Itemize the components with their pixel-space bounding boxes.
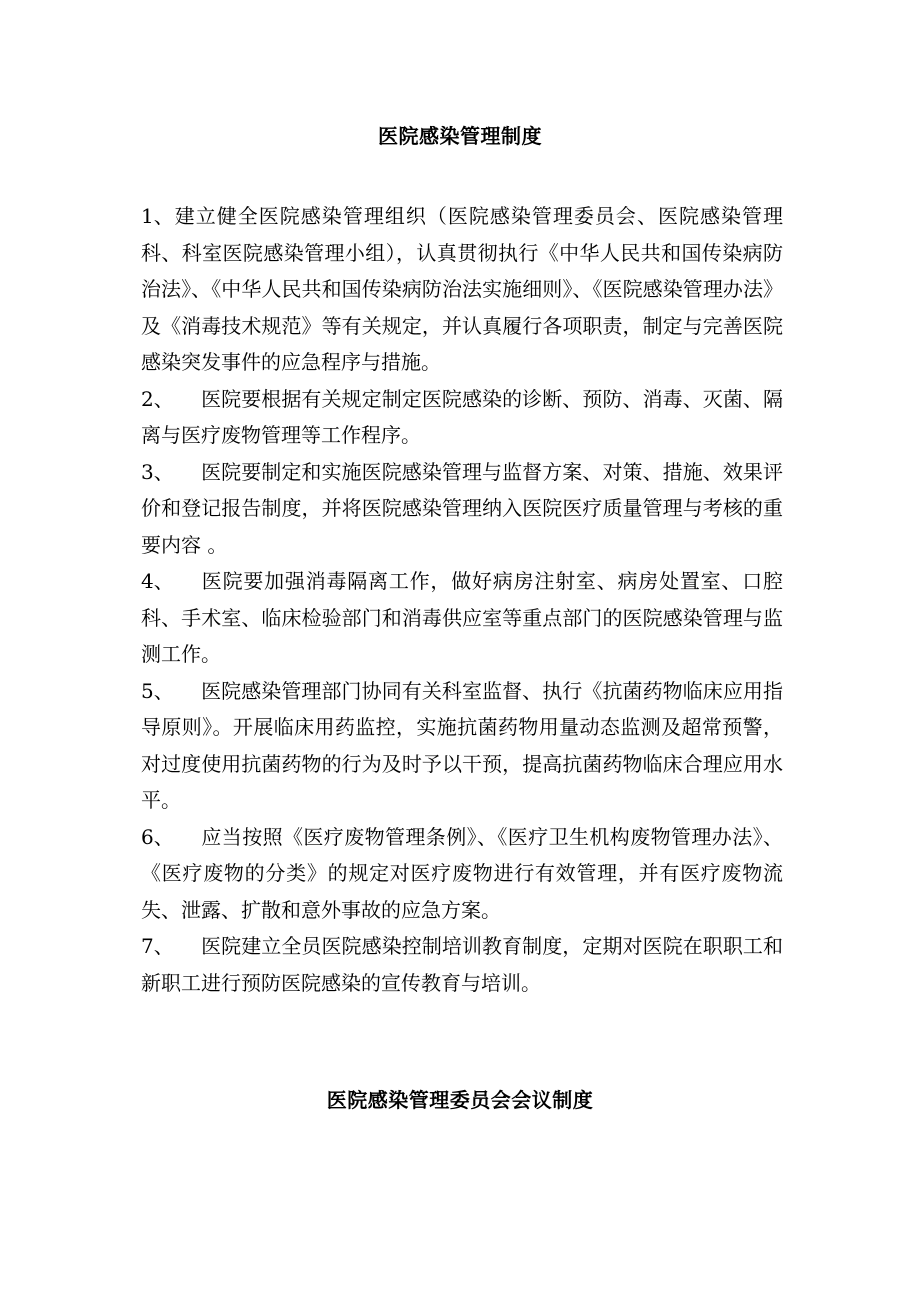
rule-item <box>141 198 783 381</box>
rule-text: 医院感染管理部门协同有关科室监督、执行《抗菌药物临床应用指导原则》。开展临床用药监控，实施抗菌药物用量动态监测及超常预警，对过度使用抗菌药物的行为及时予以干预，提高抗菌药物临床合理应用水平。 <box>141 678 783 812</box>
rule-item <box>141 454 783 564</box>
rule-item <box>141 563 783 673</box>
section-title: 医院感染管理委员会会议制度 <box>326 1088 594 1112</box>
rule-number: 7、 <box>141 934 174 958</box>
rule-item <box>141 928 783 1001</box>
rule-text: 医院要制定和实施医院感染管理与监督方案、对策、措施、效果评价和登记报告制度，并将医院感染管理纳入医院医疗质量管理与考核的重要内容 。 <box>141 459 783 557</box>
rule-number: 2、 <box>141 386 174 411</box>
rule-number: 5、 <box>141 678 174 703</box>
rule-text: 医院要加强消毒隔离工作，做好病房注射室、病房处置室、口腔科、手术室、临床检验部门和消毒供应室等重点部门的医院感染管理与监测工作。 <box>141 569 783 666</box>
rule-text: 建立健全医院感染管理组织（医院感染管理委员会、医院感染管理科、科室医院感染管理小组），认真贯彻执行《中华人民共和国传染病防治法》、《中华人民共和国传染病防治法实施细则》、《医院感染管理办法》及《消毒技术规范》等有关规定，并认真履行各项职责，制定与完善医院感染突发事件的应急程序与措施。 <box>141 204 783 374</box>
rule-number: 3、 <box>141 459 174 484</box>
rule-text: 应当按照《医疗废物管理条例》、《医疗卫生机构废物管理办法》、《医疗废物的分类》的规定对医疗废物进行有效管理，并有医疗废物流失、泄露、扩散和意外事故的应急方案。 <box>141 824 783 922</box>
rule-number: 6、 <box>141 824 174 849</box>
rule-item <box>141 381 783 454</box>
rule-number: 1、 <box>141 204 174 228</box>
rule-item <box>141 819 783 929</box>
rule-item <box>141 673 783 819</box>
rule-text: 医院建立全员医院感染控制培训教育制度，定期对医院在职职工和新职工进行预防医院感染的宣传教育与培训。 <box>141 934 783 995</box>
rule-text: 医院要根据有关规定制定医院感染的诊断、预防、消毒、灭菌、隔离与医疗废物管理等工作程序。 <box>141 386 783 447</box>
rule-number: 4、 <box>141 569 174 593</box>
document-title: 医院感染管理制度 <box>378 124 542 148</box>
rules-list <box>141 198 783 1001</box>
